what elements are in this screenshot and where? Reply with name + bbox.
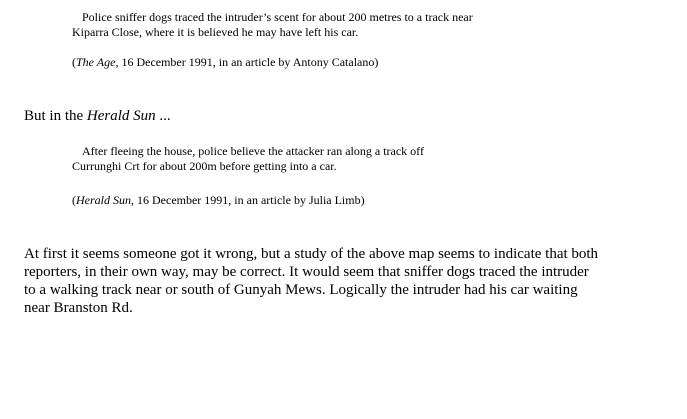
source-citation-the-age — [72, 55, 378, 70]
quote-line: Currunghi Crt for about 200m before getting into a car. — [72, 159, 337, 173]
quote-line: Kiparra Close, where it is believed he may have left his car. — [72, 25, 359, 39]
transition-prefix: But in the — [24, 108, 87, 124]
quote-herald-sun — [72, 144, 424, 174]
transition-line — [24, 107, 171, 125]
paragraph-line: At first it seems someone got it wrong, but a study of the above map seems to indicate that both — [24, 246, 599, 262]
transition-suffix: ... — [155, 108, 171, 124]
paragraph-line: near Branston Rd. — [24, 300, 133, 316]
source-citation-herald-sun — [72, 193, 365, 208]
publication-name: Herald Sun — [86, 108, 156, 124]
citation-details: , 16 December 1991, in an article by Antony Catalano) — [115, 55, 379, 69]
citation-open-paren: ( — [72, 193, 76, 207]
paragraph-line: reporters, in their own way, may be correct. It would seem that sniffer dogs traced the intruder — [24, 264, 589, 280]
conclusion-paragraph — [24, 245, 598, 317]
quote-line: Police sniffer dogs traced the intruder’s scent for about 200 metres to a track near — [82, 10, 473, 24]
publication-name: The Age — [76, 55, 116, 69]
publication-name: Herald Sun — [76, 193, 131, 207]
quote-the-age — [72, 10, 473, 40]
quote-line: After fleeing the house, police believe the attacker ran along a track off — [82, 144, 424, 158]
citation-details: , 16 December 1991, in an article by Julia Limb) — [131, 193, 365, 207]
citation-open-paren: ( — [72, 55, 76, 69]
paragraph-line: to a walking track near or south of Gunyah Mews. Logically the intruder had his car waiting — [24, 282, 578, 298]
